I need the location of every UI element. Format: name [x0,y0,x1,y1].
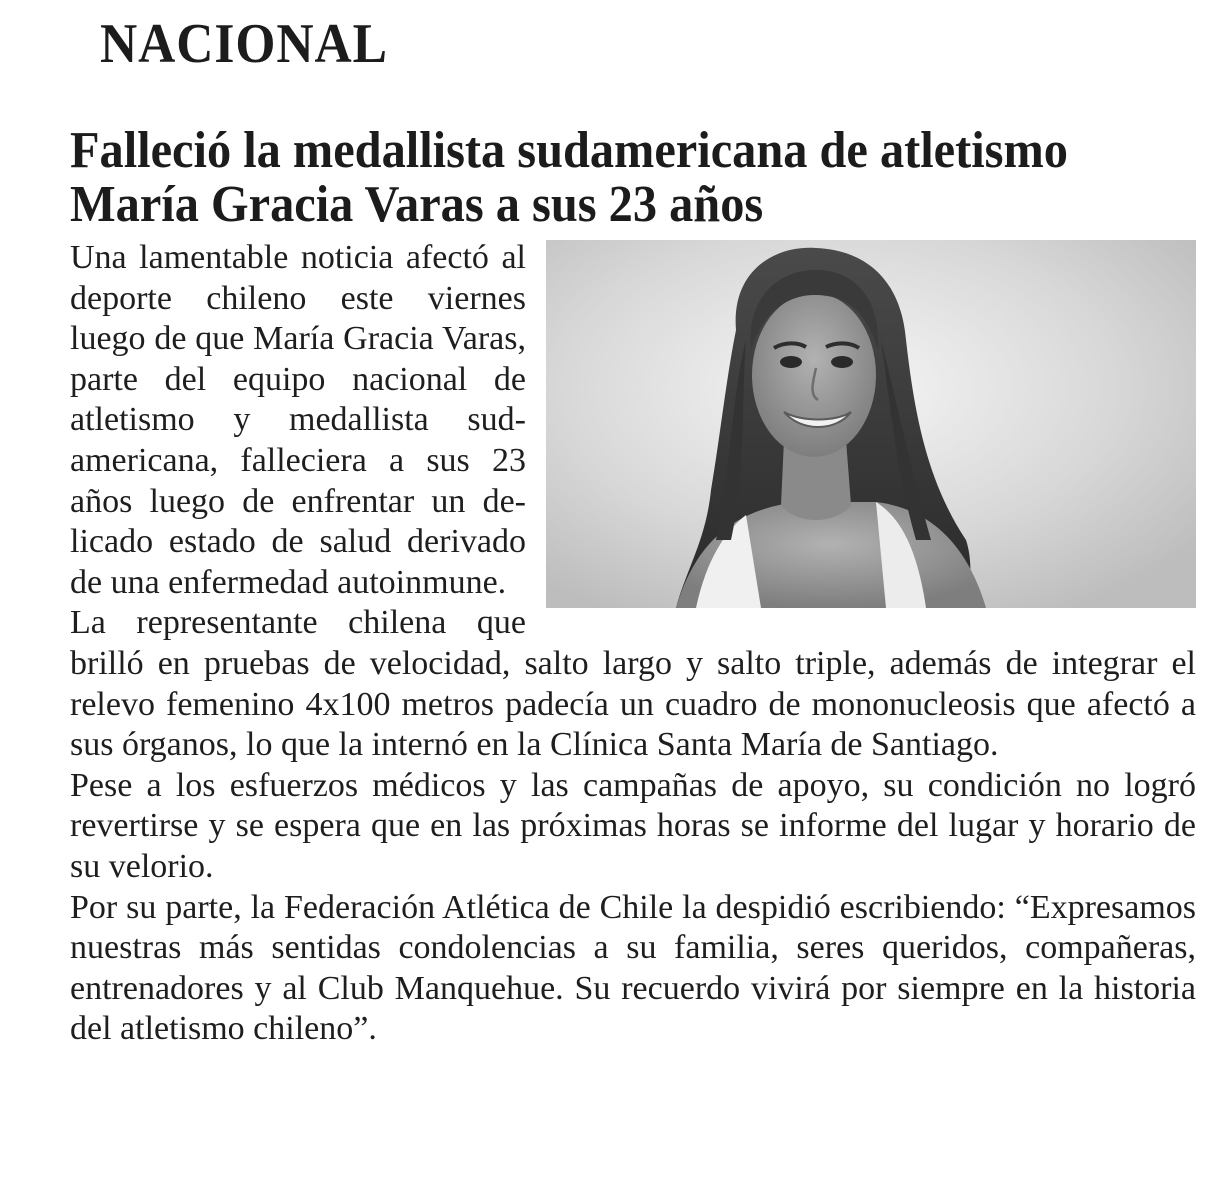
section-label: NACIONAL [100,13,388,75]
paragraph-2: La representante chilena que brilló en pruebas de velocidad, salto largo y salto triple, además de integrar el relevo femenino 4x100 metros padecía un cuadro de mononucleosis que afectó a sus órganos, lo que la internó en la Clínica Santa María de Santiago. [70,604,1196,764]
portrait-photo-icon [546,240,1196,608]
paragraph-3: Pese a los esfuerzos médicos y las campañas de apoyo, su condición no logró revertirse y se espera que en las próximas horas se informe del lugar y horario de su velorio. [70,766,1196,885]
article-body [70,238,1196,1050]
article-headline: Falleció la medallista sudamericana de atletismo María Gracia Varas a sus 23 años [70,122,1068,233]
article-photo [546,240,1196,608]
paragraph-4: Por su parte, la Federación Atlética de Chile la despidió escribiendo: “Expresamos nuestras más sentidas condolencias a su familia, seres queridos, compañeras, entrenadores y al Club Manquehue. Su recuerdo vivirá por siempre en la historia del atletismo chileno”. [70,888,1196,1048]
paragraph-1: Una lamentable noticia afectó al deporte chileno este viernes luego de que María Gracia Varas, parte del equipo nacional de atletismo y medallista sudamericana, falleciera a sus 23 años luego de enfrentar un delicado estado de salud derivado de una enfermedad autoinmune. [70,239,526,601]
